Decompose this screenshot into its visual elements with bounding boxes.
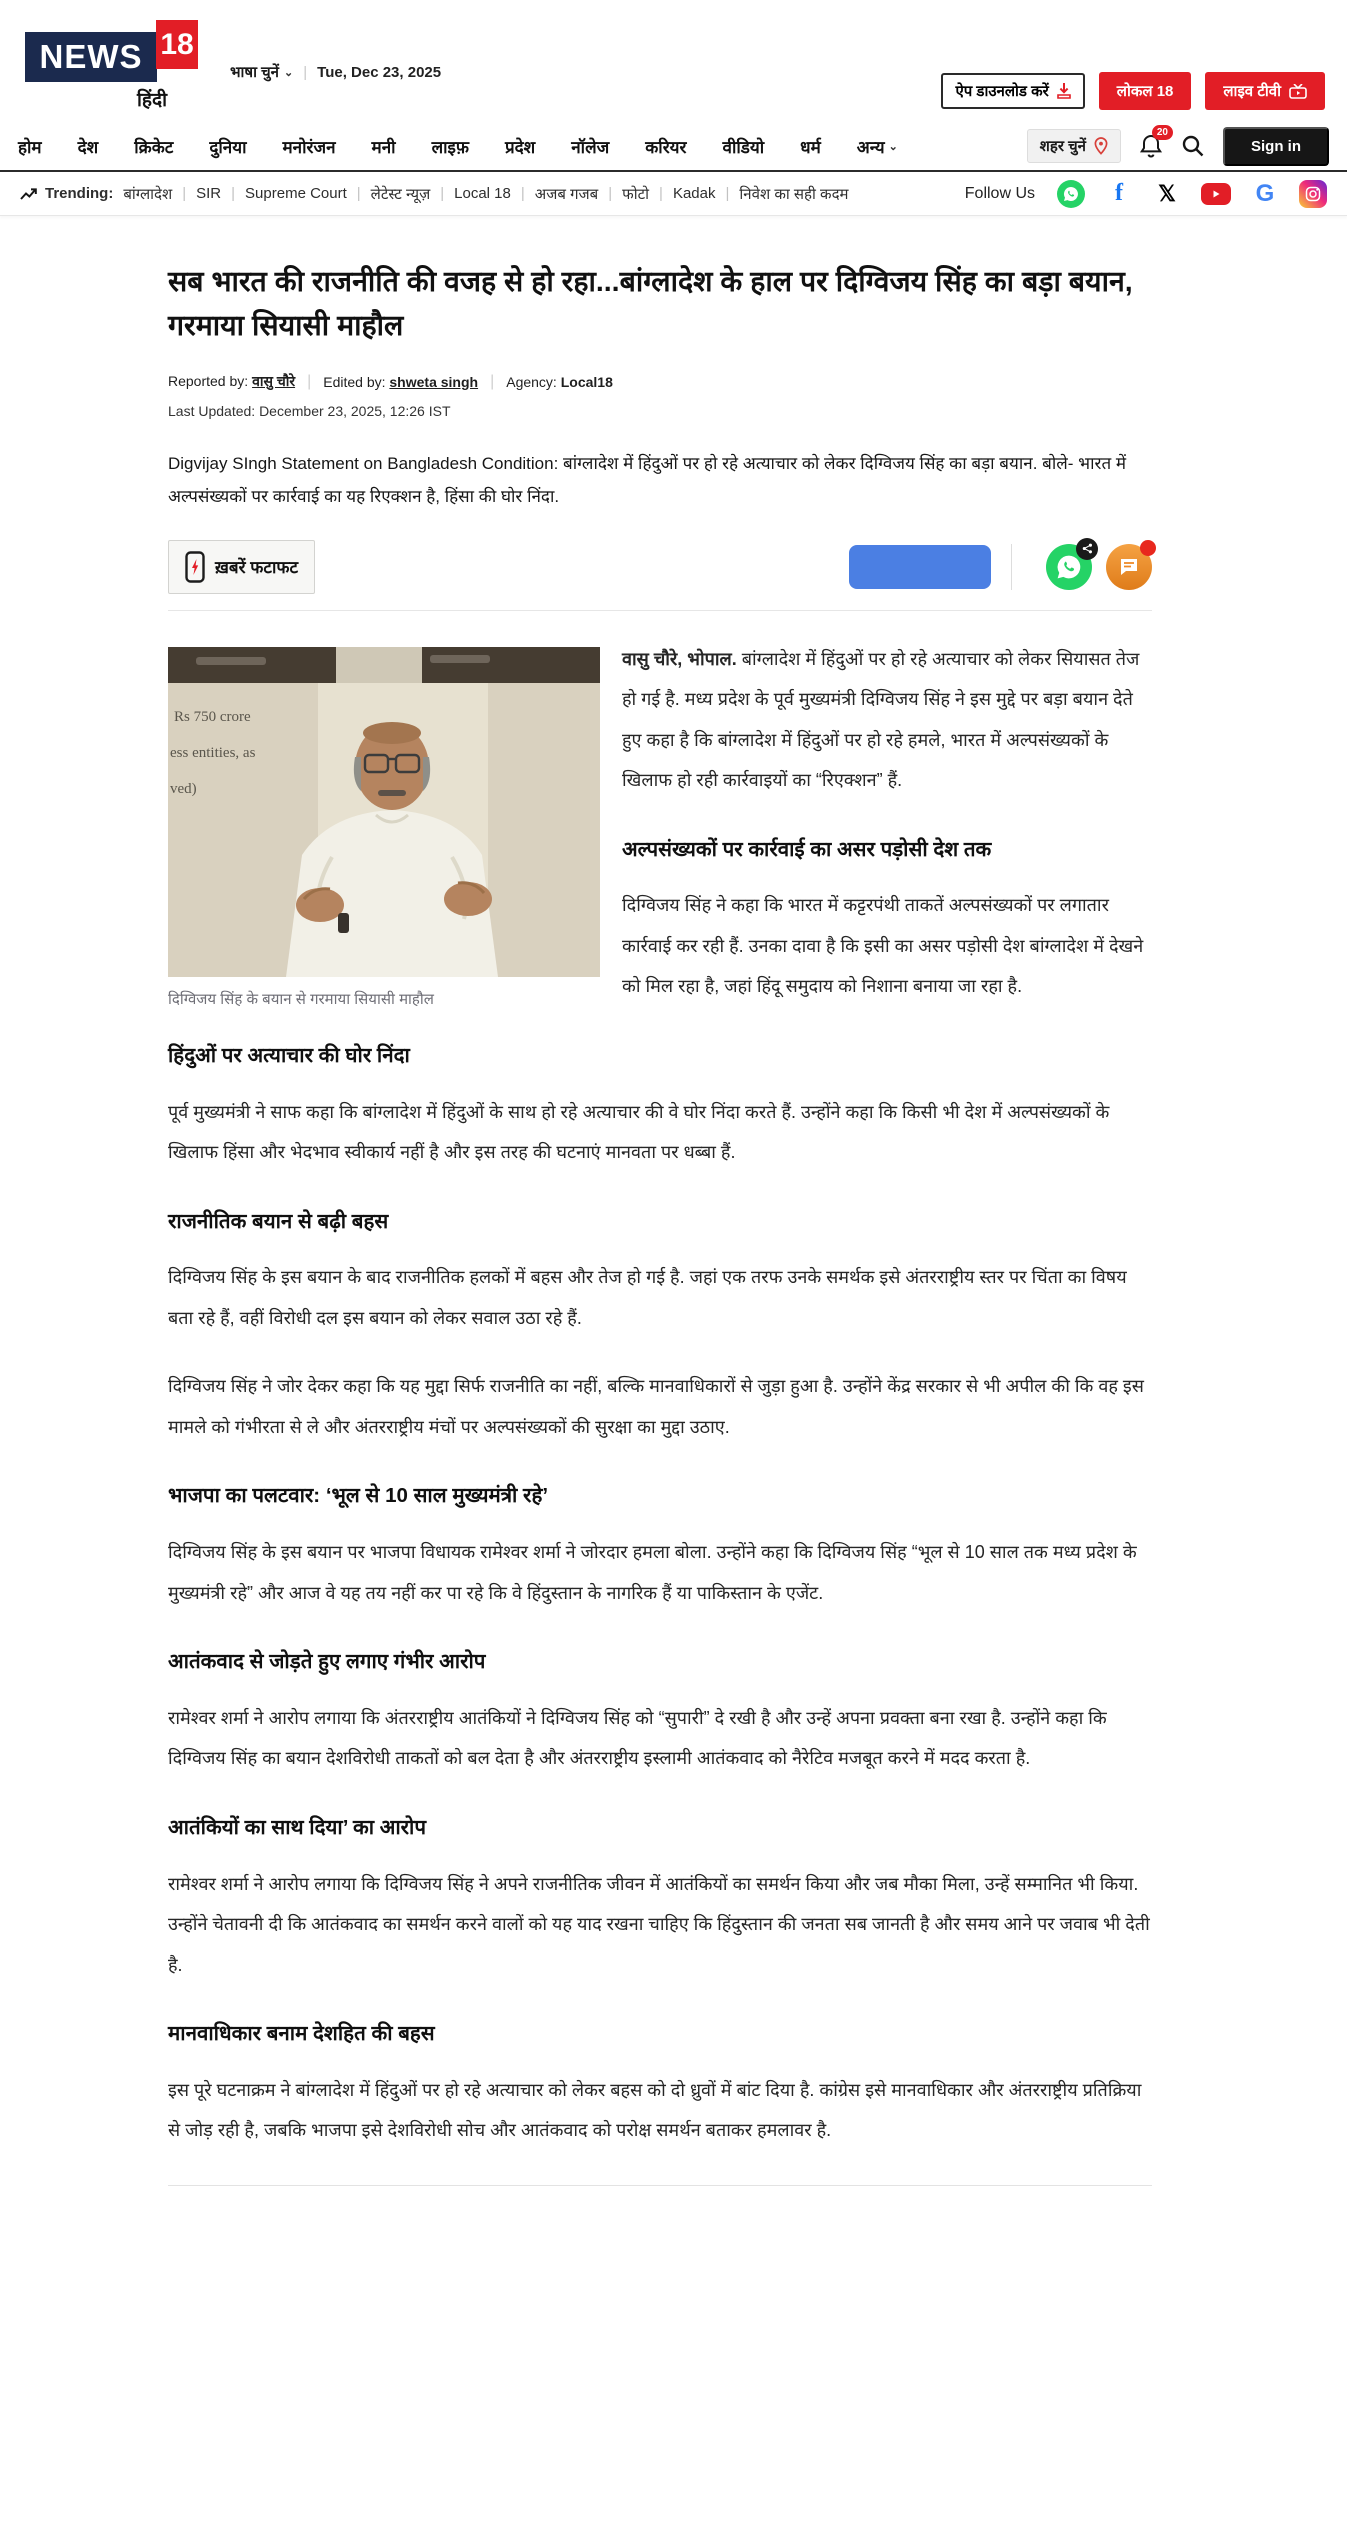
trending-label: Trending: (20, 185, 113, 202)
nav-life[interactable]: लाइफ़ (431, 137, 469, 157)
editor-link[interactable]: shweta singh (389, 373, 479, 390)
svg-text:ess entities, as: ess entities, as (170, 744, 256, 761)
nav-duniya[interactable]: दुनिया (209, 137, 247, 157)
share-facebook-button[interactable] (849, 545, 991, 589)
trending-arrow-icon (20, 187, 38, 201)
section-paragraph: इस पूरे घटनाक्रम ने बांग्लादेश में हिंदुओं पर हो रहे अत्याचार को लेकर बहस को दो ध्रुवों में बांट दिया है. कांग्रेस इसे मानवाधिकार और अंतरराष्ट्रीय प्रतिक्रिया से जोड़ रही है, जबकि भाजपा इसे देशविरोधी सोच और आतंकवाद को परोक्ष समर्थन बताकर हमलावर है. (168, 2079, 1142, 2141)
x-twitter-icon[interactable]: 𝕏 (1158, 180, 1176, 206)
section-heading: मानवाधिकार बनाम देशहित की बहस (168, 2022, 435, 2046)
trending-item[interactable]: Supreme Court (245, 185, 347, 202)
nav-video[interactable]: वीडियो (722, 137, 765, 157)
city-selector[interactable]: शहर चुनें (1027, 129, 1121, 163)
notifications-bell[interactable] (1139, 127, 1168, 159)
section-heading: राजनीतिक बयान से बढ़ी बहस (168, 1209, 389, 1233)
header-date: Tue, Dec 23, 2025 (317, 63, 442, 81)
svg-text:Rs 750 crore: Rs 750 crore (174, 708, 251, 725)
divider: | (440, 185, 445, 202)
nav-career[interactable]: करियर (645, 137, 687, 157)
logo-news-box: NEWS (25, 32, 157, 82)
page-title: सब भारत की राजनीति की वजह से हो रहा...बांग्लादेश के हाल पर दिग्विजय सिंह का बड़ा बयान, गरमाया सियासी माहौल (168, 266, 1133, 343)
instagram-icon[interactable] (1299, 180, 1327, 208)
logo-hindi-label: हिंदी (137, 90, 168, 111)
section-heading: अल्पसंख्यकों पर कार्रवाई का असर पड़ोसी देश तक (622, 837, 992, 861)
trending-item[interactable]: लेटेस्ट न्यूज़ (370, 185, 431, 203)
sign-in-button[interactable]: Sign in (1223, 127, 1329, 166)
nav-desh[interactable]: देश (77, 137, 99, 157)
divider: | (307, 372, 312, 390)
whatsapp-icon[interactable] (1057, 180, 1085, 208)
article-figure (168, 647, 600, 1010)
divider: | (725, 185, 730, 202)
notification-count-badge: 20 (1152, 125, 1173, 140)
notification-dot (1140, 540, 1156, 556)
main-nav (0, 122, 1347, 172)
lead-paragraph: वासु चौरे, भोपाल. बांग्लादेश में हिंदुओं पर हो रहे अत्याचार को लेकर सियासत तेज हो गई है. मध्य प्रदेश के पूर्व मुख्यमंत्री दिग्विजय सिंह ने इस मुद्दे पर बड़ा बयान देते हुए कहा है कि बांग्लादेश में हिंदुओं पर हो रहे हमले, भारत में अल्पसंख्यकों के खिलाफ हो रही कार्रवाइयों का “रिएक्शन” हैं. (622, 648, 1140, 791)
youtube-icon[interactable] (1201, 183, 1231, 205)
article-summary: Digvijay SIngh Statement on Bangladesh Condition: बांग्लादेश में हिंदुओं पर हो रहे अत्याचार को लेकर दिग्विजय सिंह का बड़ा बयान. बोले- भारत में अल्पसंख्यकों पर कार्रवाई का यह रिएक्शन है, हिंसा की घोर निंदा. (168, 454, 1127, 507)
section-heading: भाजपा का पलटवार: ‘भूल से 10 साल मुख्यमंत्री रहे’ (168, 1484, 549, 1508)
trending-item[interactable]: निवेश का सही कदम (739, 185, 849, 203)
article-body (168, 639, 1152, 2151)
nav-pradesh[interactable]: प्रदेश (504, 137, 536, 157)
language-selector[interactable]: भाषा चुनें ⌄ (230, 64, 294, 81)
follow-us-label: Follow Us (964, 184, 1035, 202)
section-paragraph: दिग्विजय सिंह ने जोर देकर कहा कि यह मुद्दा सिर्फ राजनीति का नहीं, बल्कि मानवाधिकारों से जुड़ा हुआ है. उन्होंने केंद्र सरकार से भी अपील की कि वह इस मामले को गंभीरता से ले और अंतरराष्ट्रीय मंचों पर अल्पसंख्यकों की सुरक्षा का मुद्दा उठाए. (168, 1376, 1144, 1437)
divider: | (182, 185, 187, 202)
section-paragraph: रामेश्वर शर्मा ने आरोप लगाया कि अंतरराष्ट्रीय आतंकियों ने दिग्विजय सिंह को “सुपारी” दे रखी है और उन्हें अपना प्रवक्ता बना रखा है. उन्होंने कहा कि दिग्विजय सिंह का बयान देशविरोधी ताकतों को बल देता है और अंतरराष्ट्रीय इस्लामी आतंकवाद को नैरेटिव मजबूत करने में मदद करता है. (168, 1707, 1107, 1769)
google-icon[interactable]: G (1255, 179, 1275, 207)
local18-button[interactable]: लोकल 18 (1099, 72, 1192, 110)
comments-button[interactable] (1106, 544, 1152, 590)
section-heading: हिंदुओं पर अत्याचार की घोर निंदा (168, 1043, 410, 1067)
section-paragraph: दिग्विजय सिंह ने कहा कि भारत में कट्टरपंथी ताकतें अल्पसंख्यकों पर लगातार कार्रवाई कर रही हैं. उनका दावा है कि इसी का असर पड़ोसी देश बांग्लादेश में देखने को मिल रहा है, जहां हिंदू समुदाय को निशाना बनाया जा रहा है. (622, 895, 1144, 997)
share-whatsapp-button[interactable] (1046, 544, 1092, 590)
section-heading: आतंकवाद से जोड़ते हुए लगाए गंभीर आरोप (168, 1650, 486, 1674)
nav-home[interactable]: होम (18, 137, 42, 157)
nav-money[interactable]: मनी (371, 137, 396, 157)
trending-bar (0, 172, 1347, 216)
logo-18-box: 18 (156, 20, 198, 69)
app-download-button[interactable]: ऐप डाउनलोड करें (941, 73, 1084, 109)
nav-manoranjan[interactable]: मनोरंजन (282, 137, 336, 157)
article-image (168, 647, 600, 977)
khabre-fatafat-button[interactable]: ख़बरें फटाफट (168, 540, 315, 594)
phone-bolt-icon (185, 551, 205, 583)
divider (168, 610, 1152, 611)
section-heading: आतंकियों का साथ दिया’ का आरोप (168, 1815, 426, 1839)
nav-dharm[interactable]: धर्म (800, 137, 821, 157)
trending-item[interactable]: फोटो (622, 185, 650, 203)
tv-icon (1289, 84, 1307, 99)
trending-item[interactable]: Local 18 (454, 185, 511, 202)
nav-more[interactable]: अन्य ⌄ (856, 137, 898, 157)
reporter-link[interactable]: वासु चौरे (252, 373, 296, 390)
facebook-icon[interactable]: f (1115, 180, 1123, 206)
divider: | (490, 372, 495, 390)
chevron-down-icon: ⌄ (284, 66, 294, 79)
divider: | (659, 185, 663, 202)
nav-knowledge[interactable]: नॉलेज (571, 137, 610, 157)
divider: | (608, 185, 613, 202)
section-paragraph: रामेश्वर शर्मा ने आरोप लगाया कि दिग्विजय सिंह ने अपने राजनीतिक जीवन में आतंकियों का समर्थन किया और जब मौका मिला, उन्हें सम्मानित भी किया. उन्होंने चेतावनी दी कि आतंकवाद का समर्थन करने वालों को यह याद रखना चाहिए कि हिंदुस्तान की जनता सब जानती है और समय आने पर जवाब भी देती है. (168, 1873, 1150, 1975)
svg-text:ved): ved) (170, 780, 197, 797)
trending-item[interactable]: SIR (196, 185, 222, 202)
divider: | (520, 185, 525, 202)
live-tv-button[interactable]: लाइव टीवी (1205, 72, 1325, 110)
divider: | (303, 63, 308, 81)
chevron-down-icon: ⌄ (888, 140, 898, 153)
image-caption: दिग्विजय सिंह के बयान से गरमाया सियासी माहौल (168, 990, 434, 1008)
trending-item[interactable]: अजब गजब (534, 185, 599, 203)
divider (168, 2185, 1152, 2186)
divider (1011, 544, 1012, 590)
article-container (168, 216, 1152, 2186)
trending-item[interactable]: Kadak (672, 185, 716, 202)
divider: | (231, 185, 236, 202)
nav-cricket[interactable]: क्रिकेट (134, 137, 174, 157)
share-icon (1076, 538, 1098, 560)
news18-logo[interactable] (25, 20, 210, 112)
last-updated: Last Updated: December 23, 2025, 12:26 IST (168, 403, 451, 420)
section-paragraph: दिग्विजय सिंह के इस बयान के बाद राजनीतिक हलकों में बहस और तेज हो गई है. जहां एक तरफ उनके समर्थक इसे अंतरराष्ट्रीय स्तर पर चिंता का विषय बता रहे हैं, वहीं विरोधी दल इस बयान को लेकर सवाल उठा रहे हैं. (168, 1267, 1127, 1328)
download-icon (1057, 83, 1071, 99)
byline: Reported by: वासु चौरे | Edited by: shweta singh | Agency: Local18 (168, 372, 613, 390)
search-icon[interactable] (1181, 134, 1205, 158)
section-paragraph: पूर्व मुख्यमंत्री ने साफ कहा कि बांग्लादेश में हिंदुओं के साथ हो रहे अत्याचार की वे घोर निंदा करते हैं. उन्होंने कहा कि किसी भी देश में अल्पसंख्यकों के खिलाफ हिंसा और भेदभाव स्वीकार्य नहीं है और इस तरह की घटनाएं मानवता पर धब्बा हैं. (168, 1101, 1110, 1163)
divider: | (356, 185, 361, 202)
location-pin-icon (1094, 137, 1108, 155)
section-paragraph: दिग्विजय सिंह के इस बयान पर भाजपा विधायक रामेश्वर शर्मा ने जोरदार हमला बोला. उन्होंने कहा कि दिग्विजय सिंह “भूल से 10 साल तक मध्य प्रदेश के मुख्यमंत्री रहे” और आज वे यह तय नहीं कर पा रहे कि वे हिंदुस्तान के नागरिक हैं या पाकिस्तान के एजेंट. (168, 1542, 1137, 1603)
article-actions (168, 540, 1152, 594)
trending-item[interactable]: बांग्लादेश (123, 185, 173, 203)
agency-name: Local18 (560, 373, 613, 390)
site-header (0, 0, 1347, 122)
